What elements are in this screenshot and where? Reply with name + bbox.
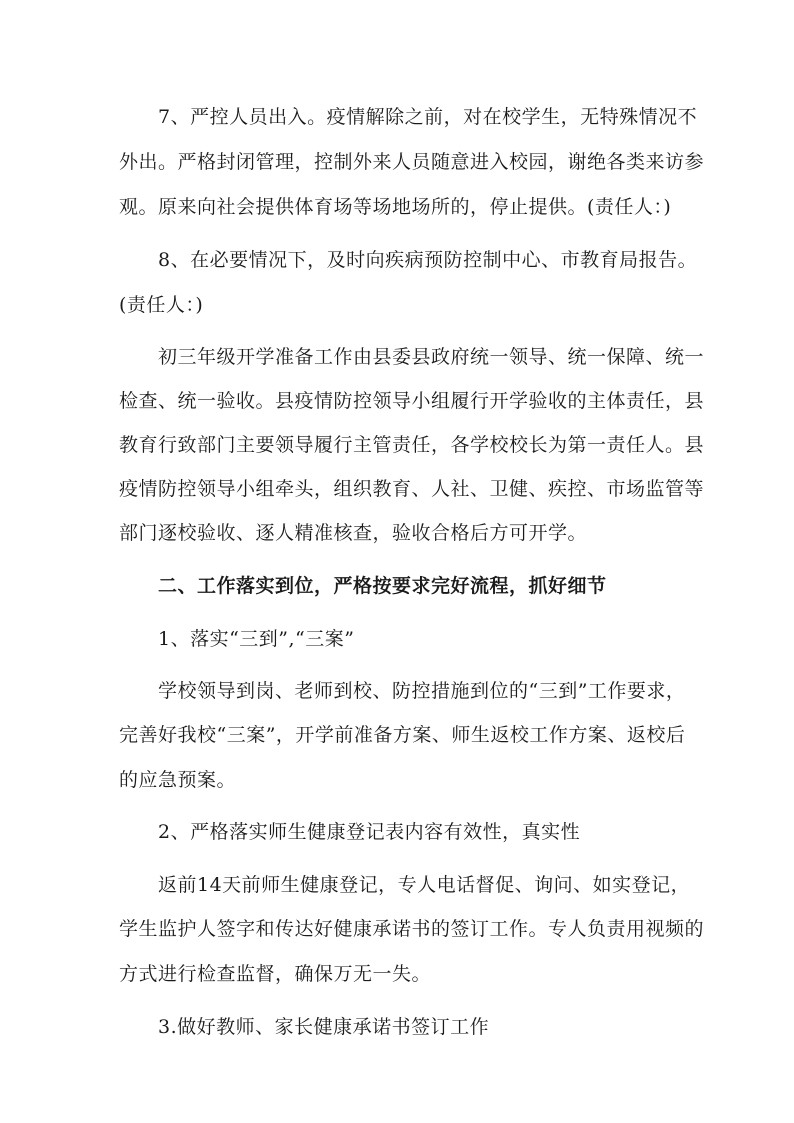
subheading-2: 2、严格落实师生健康登记表内容有效性，真实性 xyxy=(158,821,581,843)
subheading-1: 1、落实“三到”,“三案” xyxy=(158,628,355,650)
paragraph-acceptance-line-3: 教育行致部门主要领导履行主管责任，各学校校长为第一责任人。县 xyxy=(119,434,705,456)
paragraph-health-registration-line-2: 学生监护人签字和传达好健康承诺书的签订工作。专人负责用视频的 xyxy=(119,918,705,940)
paragraph-health-registration-line-1: 返前14天前师生健康登记，专人电话督促、询问、如实登记， xyxy=(158,874,691,896)
paragraph-three-arrivals-line-2: 完善好我校“三案”，开学前准备方案、师生返校工作方案、返校后 xyxy=(119,724,686,746)
section-heading-two: 二、工作落实到位，严格按要求完好流程，抓好细节 xyxy=(158,575,607,597)
subheading-3: 3.做好教师、家长健康承诺书签订工作 xyxy=(158,1016,490,1038)
paragraph-7-line-2: 外出。严格封闭管理，控制外来人员随意进入校园，谢绝各类来访参 xyxy=(119,151,705,173)
paragraph-7-line-3: 观。原来向社会提供体育场等场地场所的，停止提供。(责任人：) xyxy=(119,196,672,218)
paragraph-three-arrivals-line-1: 学校领导到岗、老师到校、防控措施到位的“三到”工作要求， xyxy=(158,680,686,702)
paragraph-health-registration-line-3: 方式进行检查监督，确保万无一失。 xyxy=(119,963,432,985)
paragraph-three-arrivals-line-3: 的应急预案。 xyxy=(119,769,237,791)
paragraph-acceptance-line-1: 初三年级开学准备工作由县委县政府统一领导、统一保障、统一 xyxy=(158,346,705,368)
paragraph-8-line-2: (责任人：) xyxy=(119,294,204,316)
paragraph-8-line-1: 8、在必要情况下，及时向疾病预防控制中心、市教育局报告。 xyxy=(158,249,698,271)
paragraph-7-line-1: 7、严控人员出入。疫情解除之前，对在校学生，无特殊情况不 xyxy=(158,106,698,128)
paragraph-acceptance-line-5: 部门逐校验收、逐人精准核查，验收合格后方可开学。 xyxy=(119,522,588,544)
paragraph-acceptance-line-4: 疫情防控领导小组牵头，组织教育、人社、卫健、疾控、市场监管等 xyxy=(119,478,705,500)
paragraph-acceptance-line-2: 检查、统一验收。县疫情防控领导小组履行开学验收的主体责任，县 xyxy=(119,390,705,412)
